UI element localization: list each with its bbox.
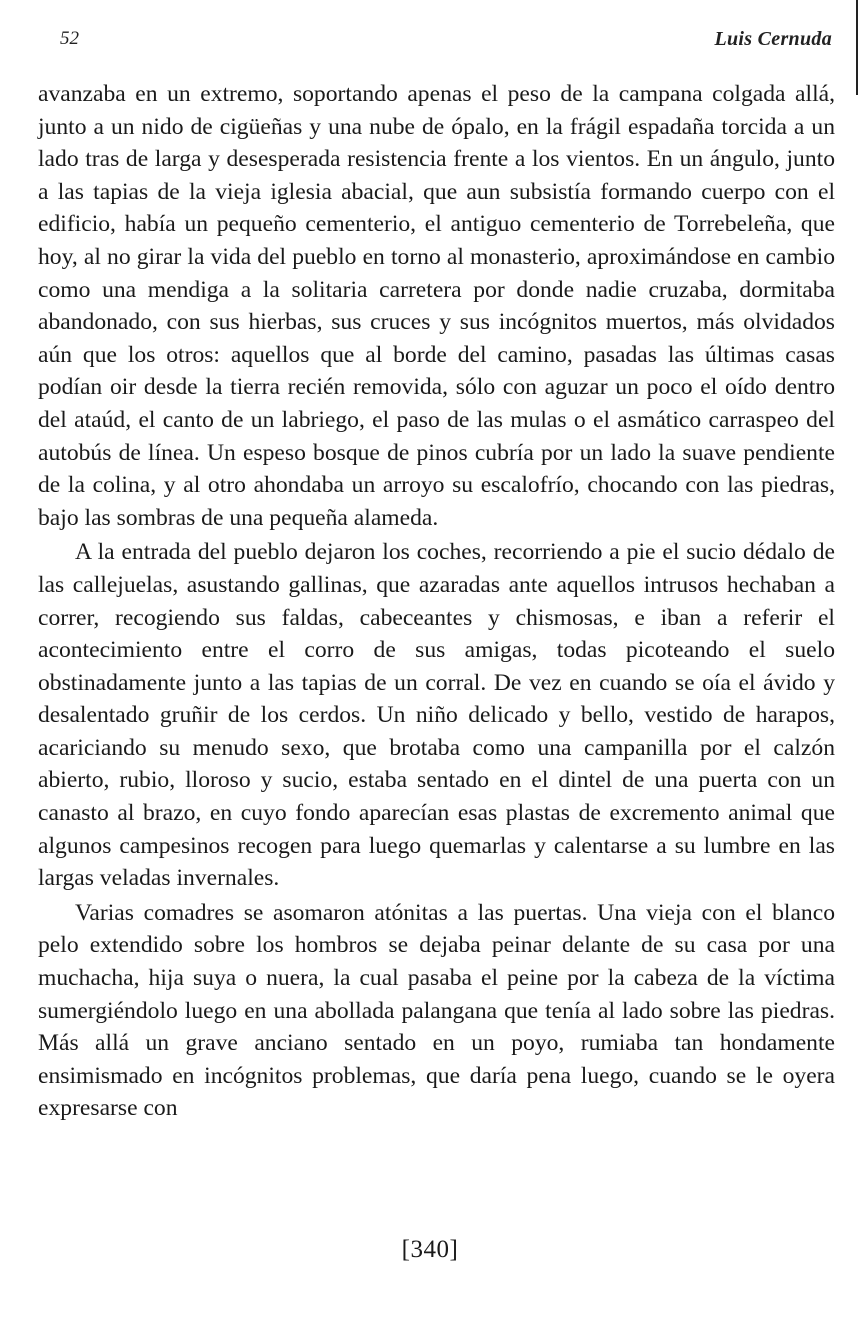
paragraph-2: A la entrada del pueblo dejaron los coches, recorriendo a pie el sucio dédalo de las callejuelas, asustando gallinas, que azaradas ante aquellos intrusos hechaban a correr, recogiendo sus faldas, cabeceantes y chismosas, e iban a referir el acontecimiento entre el corro de sus amigas, todas picoteando el suelo obstinadamente junto a las tapias de un corral. De vez en cuando se oía el ávido y desalentado gruñir de los cerdos. Un niño delicado y bello, vestido de harapos, acariciando su menudo sexo, que brotaba como una campanilla por el calzón abierto, rubio, lloroso y sucio, estaba sentado en el dintel de una puerta con un canasto al brazo, en cuyo fondo aparecían esas plastas de excremento animal que algunos campesinos recogen para luego quemarlas y calentarse a su lumbre en las largas veladas invernales. — [38, 539, 835, 892]
page-number: 52 — [60, 28, 79, 49]
page-header — [38, 28, 832, 54]
body-text — [38, 78, 835, 1125]
folio-number: [340] — [401, 1236, 459, 1263]
paragraph-3: Varias comadres se asomaron atónitas a las puertas. Una vieja con el blanco pelo extendido sobre los hombros se dejaba peinar delante de su casa por una muchacha, hija suya o nuera, la cual pasaba el peine por la cabeza de la víctima sumergiéndolo luego en una abollada palangana que tenía al lado sobre las piedras. Más allá un grave anciano sentado en un poyo, rumiaba tan hondamente ensimismado en incógnitos problemas, que daría pena luego, cuando se le oyera expresarse con — [38, 899, 835, 1122]
page-edge-line — [856, 0, 858, 95]
paragraph-1: avanzaba en un extremo, soportando apenas el peso de la campana colgada allá, junto a un nido de cigüeñas y una nube de ópalo, en la frágil espadaña torcida a un lado tras de larga y desesperada resistencia frente a los vientos. En un ángulo, junto a las tapias de la vieja iglesia abacial, que aun subsistía formando cuerpo con el edificio, había un pequeño cementerio, el antiguo cementerio de Torrebeleña, que hoy, al no girar la vida del pueblo en torno al monasterio, aproximándose en cambio como una mendiga a la solitaria carretera por donde nadie cruzaba, dormitaba abandonado, con sus hierbas, sus cruces y sus incógnitos muertos, más olvidados aún que los otros: aquellos que al borde del camino, pasadas las últimas casas podían oir desde la tierra recién removida, sólo con aguzar un poco el oído dentro del ataúd, el canto de un labriego, el paso de las mulas o el asmático carraspeo del autobús de línea. Un espeso bosque de pinos cubría por un lado la suave pendiente de la colina, y al otro ahondaba un arroyo su escalofrío, chocando con las piedras, bajo las sombras de una pequeña alameda. — [38, 81, 835, 531]
running-head-author: Luis Cernuda — [714, 28, 832, 50]
